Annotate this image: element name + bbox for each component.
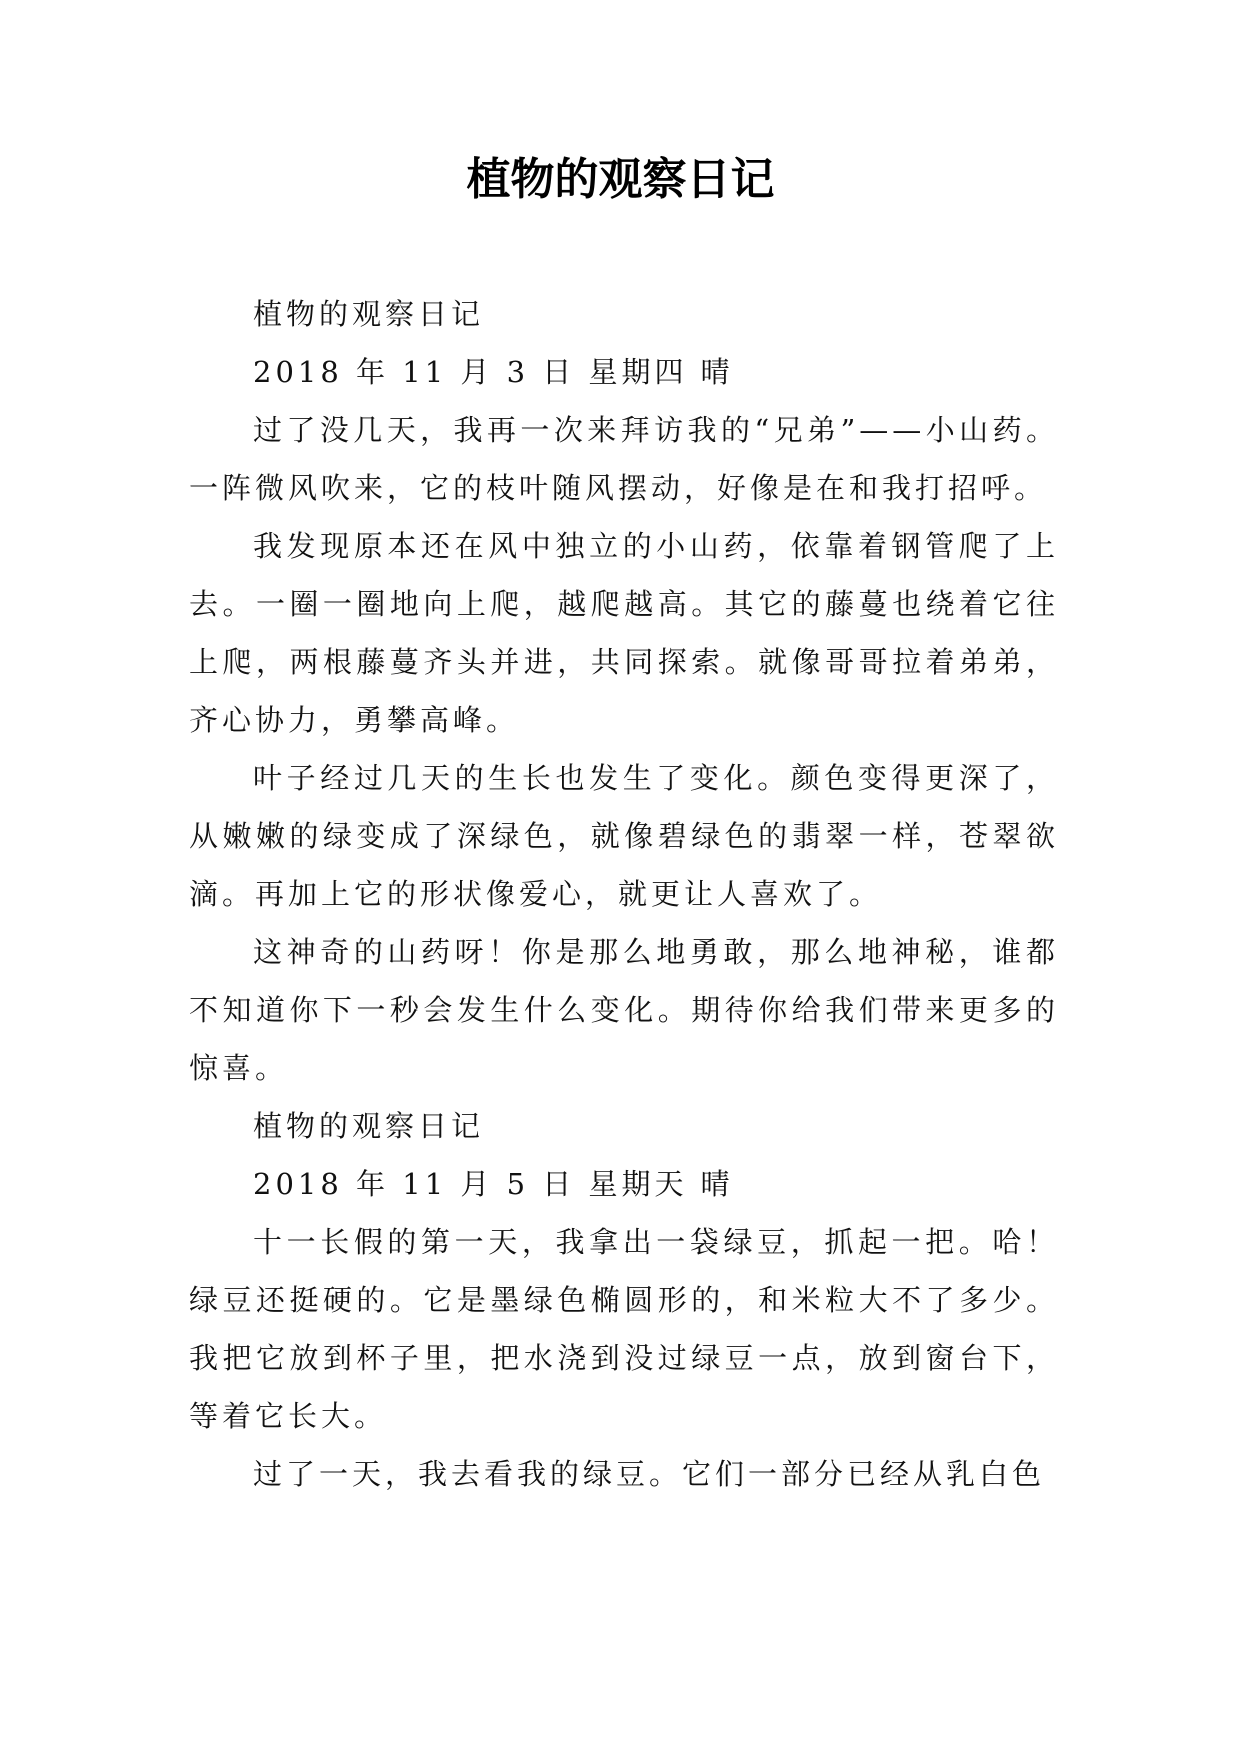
document-title: 植物的观察日记: [466, 154, 775, 205]
diary-date-1: 2018 年 11 月 3 日 星期四 晴: [253, 355, 734, 389]
diary-heading-1: 植物的观察日记: [253, 297, 485, 331]
paragraph: 十一长假的第一天，我拿出一袋绿豆，抓起一把。哈！绿豆还挺硬的。它是墨绿色椭圆形的，和米粒大不了多少。我把它放到杯子里，把水浇到没过绿豆一点，放到窗台下，等着它长大。: [189, 1225, 1059, 1433]
paragraph: 过了一天，我去看我的绿豆。它们一部分已经从乳白色: [253, 1457, 1046, 1491]
paragraph: 过了没几天，我再一次来拜访我的“兄弟”——小山药。一阵微风吹来，它的枝叶随风摆动，好像是在和我打招呼。: [189, 413, 1059, 505]
document-body: [189, 285, 1059, 1503]
diary-date-2: 2018 年 11 月 5 日 星期天 晴: [253, 1167, 734, 1201]
diary-heading-2: 植物的观察日记: [253, 1109, 485, 1143]
paragraph: 叶子经过几天的生长也发生了变化。颜色变得更深了，从嫩嫩的绿变成了深绿色，就像碧绿色的翡翠一样，苍翠欲滴。再加上它的形状像爱心，就更让人喜欢了。: [189, 761, 1059, 911]
paragraph: 我发现原本还在风中独立的小山药，依靠着钢管爬了上去。一圈一圈地向上爬，越爬越高。其它的藤蔓也绕着它往上爬，两根藤蔓齐头并进，共同探索。就像哥哥拉着弟弟，齐心协力，勇攀高峰。: [189, 529, 1059, 737]
paragraph: 这神奇的山药呀！你是那么地勇敢，那么地神秘，谁都不知道你下一秒会发生什么变化。期待你给我们带来更多的惊喜。: [189, 935, 1059, 1085]
